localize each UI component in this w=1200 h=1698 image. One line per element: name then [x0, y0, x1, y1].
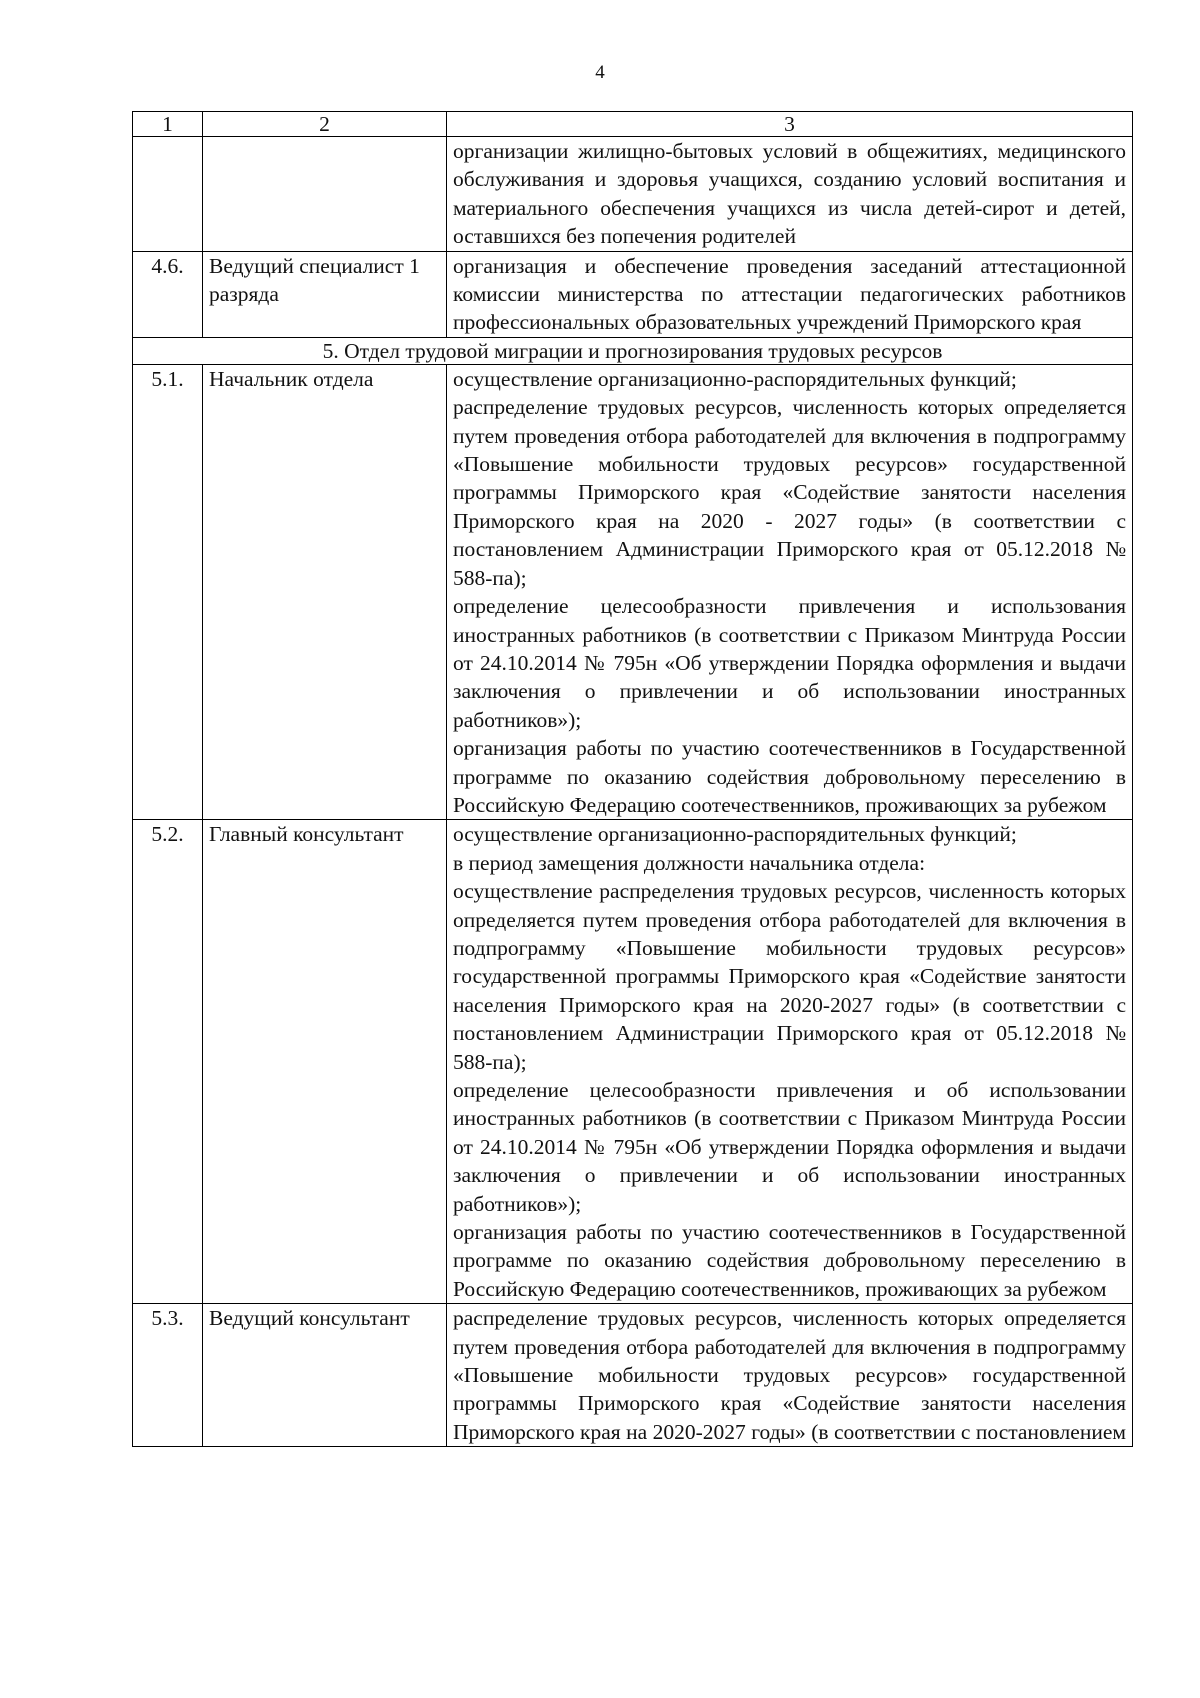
- duty-paragraph: в период замещения должности начальника отдела:: [453, 850, 926, 875]
- duties-cell: [447, 251, 1133, 337]
- duty-paragraph: организация работы по участию соотечественников в Государственной программе по оказанию содействия добровольному переселению в Российскую Федерацию соотечественников, проживающих за рубежом: [453, 1220, 1126, 1301]
- header-col-1: 1: [133, 112, 203, 137]
- table-row: [133, 1304, 1133, 1447]
- page-number: 4: [595, 62, 605, 83]
- row-number: 5.1.: [133, 364, 203, 820]
- duties-cell: [447, 1304, 1133, 1447]
- duties-table: [132, 111, 1133, 1447]
- table-row: [133, 364, 1133, 820]
- duty-paragraph: организации жилищно-бытовых условий в общежитиях, медицинского обслуживания и здоровья учащихся, созданию условий воспитания и материального обеспечения учащихся из числа детей-сирот и детей, оставшихся без попечения родителей: [453, 139, 1126, 249]
- position-title: Ведущий специалист 1 разряда: [203, 251, 447, 337]
- duty-paragraph: определение целесообразности привлечения и использования иностранных работников (в соответствии с Приказом Минтруда России от 24.10.2014 № 795н «Об утверждении Порядка оформления и выдачи заключения о привлечении и об использовании иностранных работников»);: [453, 594, 1126, 732]
- duty-paragraph: организация и обеспечение проведения заседаний аттестационной комиссии министерства по аттестации педагогических работников профессиональных образовательных учреждений Приморского края: [453, 253, 1126, 335]
- section-title: 5. Отдел трудовой миграции и прогнозирования трудовых ресурсов: [133, 337, 1133, 364]
- position-title: [203, 137, 447, 252]
- section-header-body: [133, 337, 1133, 364]
- duty-paragraph: распределение трудовых ресурсов, численность которых определяется путем проведения отбора работодателей для включения в подпрограмму «Повышение мобильности трудовых ресурсов» государственной программы Приморского края «Содействие занятости населения Приморского края на 2020-2027 годы» (в соответствии с постановлением: [453, 1306, 1126, 1444]
- duty-paragraph: осуществление организационно-распорядительных функций;: [453, 366, 1017, 391]
- position-title: Начальник отдела: [203, 364, 447, 820]
- row-number: 5.3.: [133, 1304, 203, 1447]
- row-number: 4.6.: [133, 251, 203, 337]
- duty-paragraph: организация работы по участию соотечественников в Государственной программе по оказанию содействия добровольному переселению в Российскую Федерацию соотечественников, проживающих за рубежом: [453, 736, 1126, 817]
- duty-paragraph: определение целесообразности привлечения и об использовании иностранных работников (в соответствии с Приказом Минтруда России от 24.10.2014 № 795н «Об утверждении Порядка оформления и выдачи заключения о привлечении и об использовании иностранных работников»);: [453, 1078, 1126, 1216]
- header-col-2: 2: [203, 112, 447, 137]
- row-number: [133, 137, 203, 252]
- duty-paragraph: осуществление распределения трудовых ресурсов, численность которых определяется путем проведения отбора работодателей для включения в подпрограмму «Повышение мобильности трудовых ресурсов» государственной программы Приморского края «Содействие занятости населения Приморского края на 2020-2027 годы» (в соответствии с постановлением Администрации Приморского края от 05.12.2018 № 588-па);: [453, 879, 1126, 1074]
- header-col-3: 3: [447, 112, 1133, 137]
- position-title: Главный консультант: [203, 820, 447, 1304]
- table-row: [133, 137, 1133, 252]
- position-title: Ведущий консультант: [203, 1304, 447, 1447]
- duties-cell: [447, 820, 1133, 1304]
- table-row: [133, 820, 1133, 1304]
- table-row: [133, 251, 1133, 337]
- duty-paragraph: распределение трудовых ресурсов, численность которых определяется путем проведения отбора работодателей для включения в подпрограмму «Повышение мобильности трудовых ресурсов» государственной программы Приморского края «Содействие занятости населения Приморского края на 2020 - 2027 годы» (в соответствии с постановлением Администрации Приморского края от 05.12.2018 № 588-па);: [453, 395, 1126, 590]
- row-number: 5.2.: [133, 820, 203, 1304]
- duties-cell: [447, 364, 1133, 820]
- duties-cell: [447, 137, 1133, 252]
- section-row: [133, 337, 1133, 364]
- duty-paragraph: осуществление организационно-распорядительных функций;: [453, 822, 1017, 847]
- table-body-top: [133, 137, 1133, 338]
- table-header-row: [133, 112, 1133, 137]
- table-body-section: [133, 364, 1133, 1446]
